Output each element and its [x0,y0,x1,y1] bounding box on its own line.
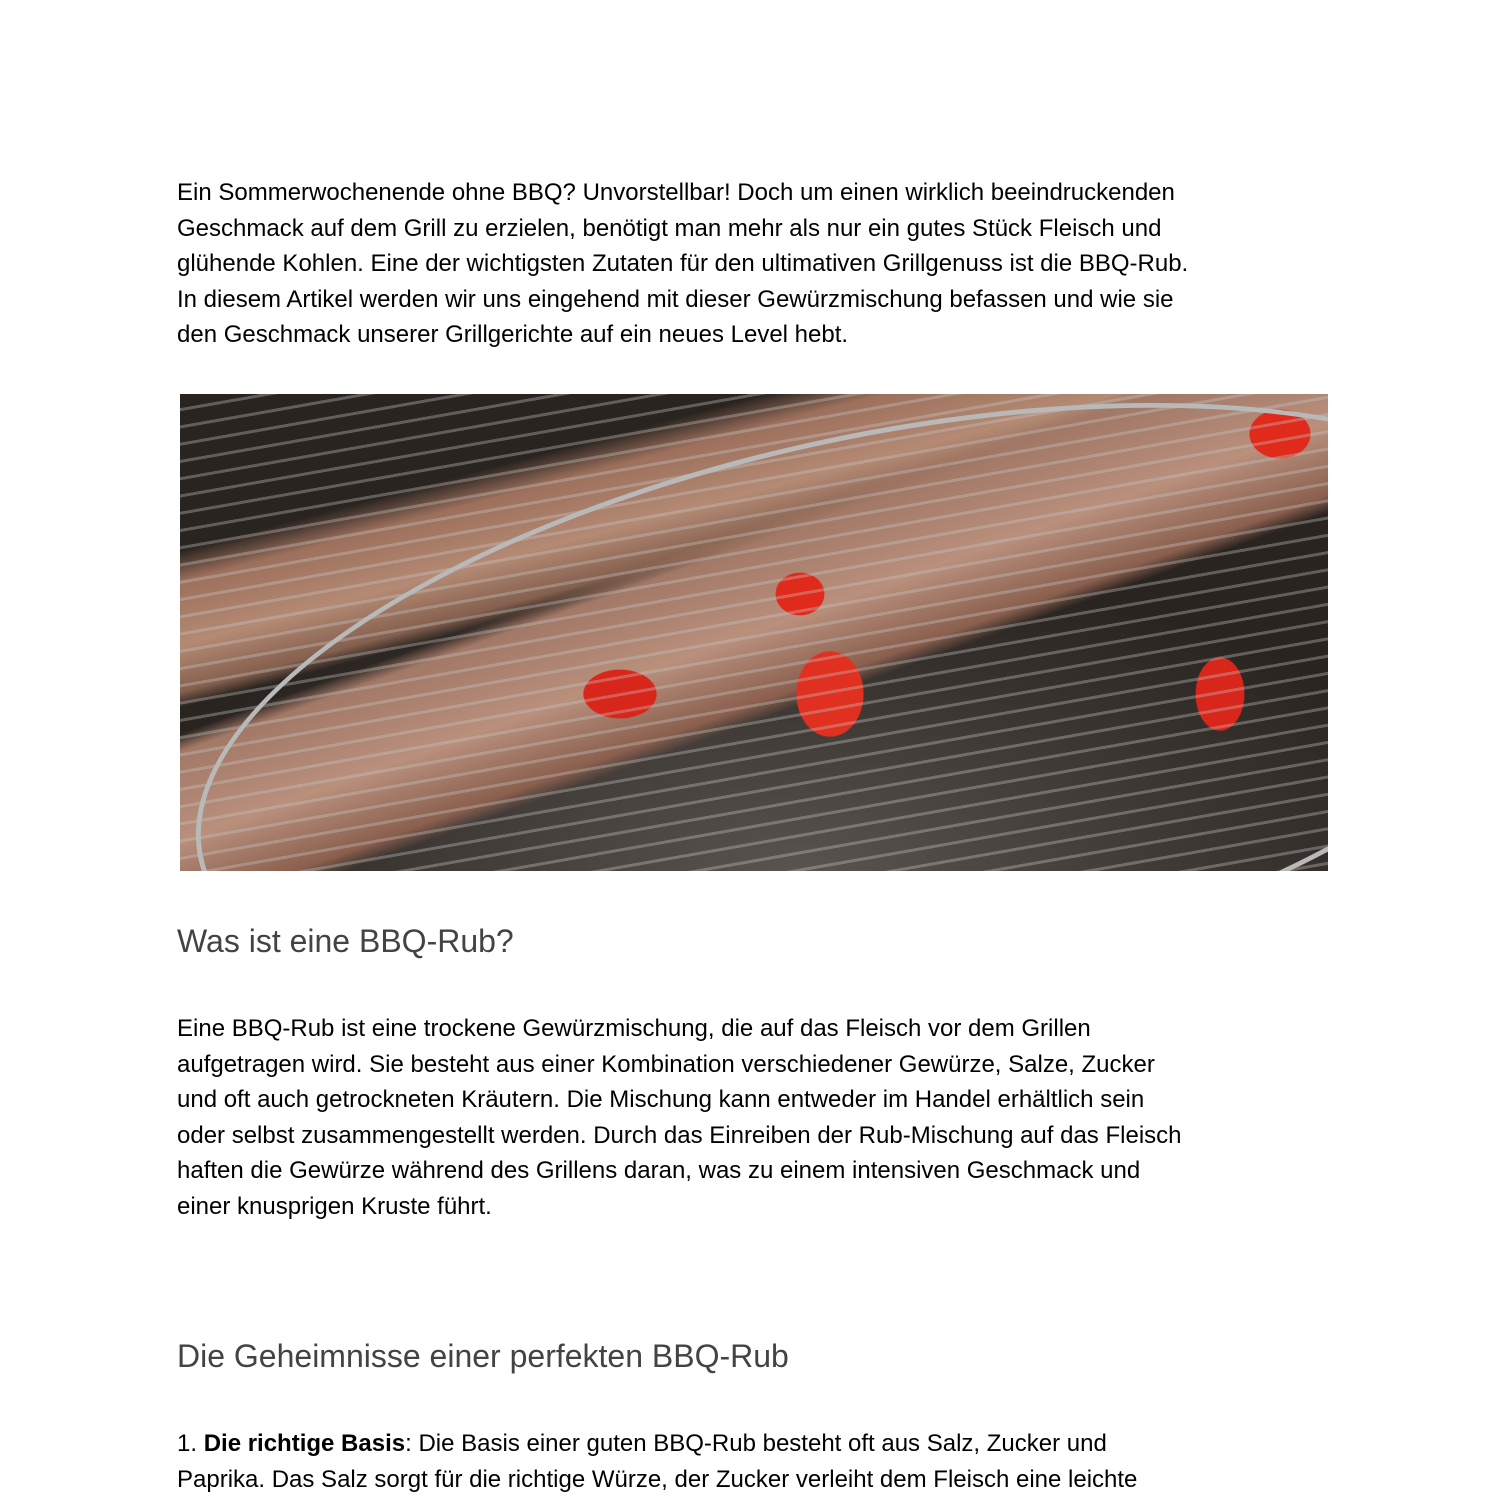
text-line: Geschmack auf dem Grill zu erzielen, benötigt man mehr als nur ein gutes Stück Fleisch und [177,214,1162,242]
text-line: einer knusprigen Kruste führt. [177,1192,492,1220]
text-line: den Geschmack unserer Grillgerichte auf ein neues Level hebt. [177,321,849,349]
text-line: haften die Gewürze während des Grillens daran, was zu einem intensiven Geschmack und [177,1157,1141,1185]
rub-definition-paragraph [177,1011,1182,1225]
text-line: aufgetragen wird. Sie besteht aus einer Kombination verschiedener Gewürze, Salze, Zucker [177,1050,1155,1078]
grilled-skewers-photo [180,394,1328,871]
text-line: In diesem Artikel werden wir uns eingehend mit dieser Gewürzmischung befassen und wie sie [177,285,1174,313]
text-line: oder selbst zusammengestellt werden. Durch das Einreiben der Rub-Mischung auf das Fleisch [177,1121,1182,1149]
list-item-text: : Die Basis einer guten BBQ-Rub besteht oft aus Salz, Zucker und [405,1430,1107,1457]
intro-paragraph [177,175,1188,353]
section-heading-what-is-rub: Was ist eine BBQ-Rub? [177,923,514,959]
section-heading-secrets: Die Geheimnisse einer perfekten BBQ-Rub [177,1338,789,1374]
list-item-basis [177,1426,1137,1497]
list-item-title: Die richtige Basis [203,1430,406,1457]
list-number: 1. [177,1430,204,1457]
text-line [177,1426,1137,1462]
text-line: Eine BBQ-Rub ist eine trockene Gewürzmischung, die auf das Fleisch vor dem Grillen [177,1015,1091,1042]
text-line: Ein Sommerwochenende ohne BBQ? Unvorstellbar! Doch um einen wirklich beeindruckenden [177,179,1175,206]
text-line: glühende Kohlen. Eine der wichtigsten Zutaten für den ultimativen Grillgenuss ist die BBQ-Rub. [177,250,1189,278]
text-line: Paprika. Das Salz sorgt für die richtige Würze, der Zucker verleiht dem Fleisch eine leichte [177,1465,1138,1493]
text-line: und oft auch getrockneten Kräutern. Die Mischung kann entweder im Handel erhältlich sein [177,1086,1145,1114]
